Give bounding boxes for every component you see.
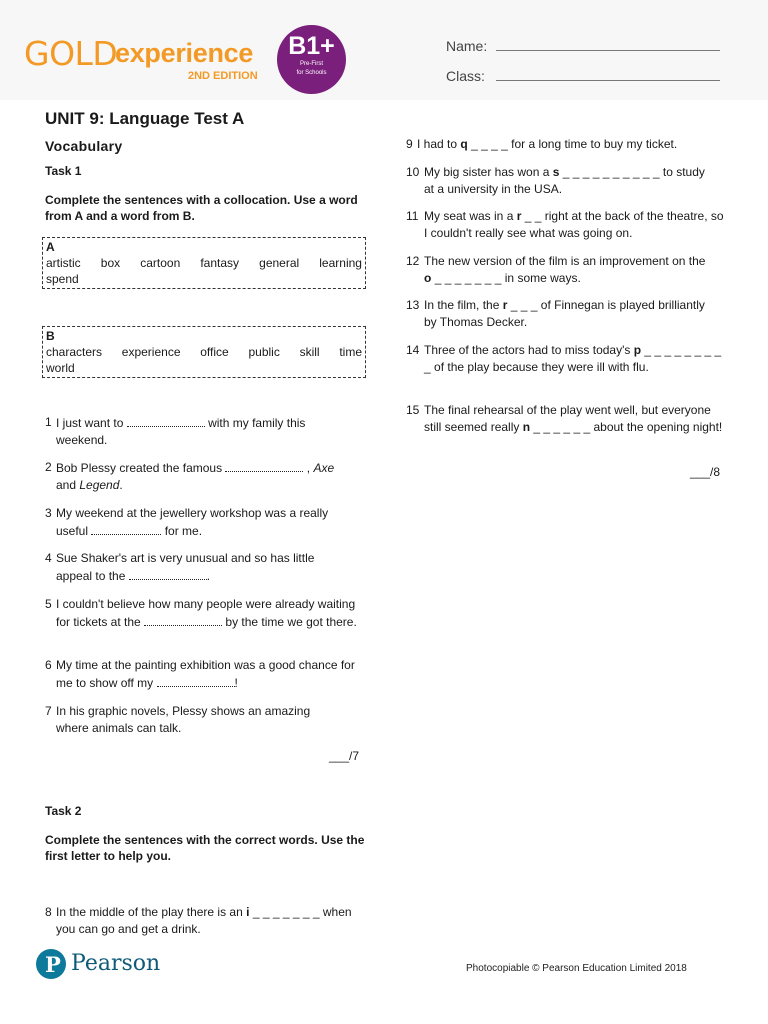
word-box-a bbox=[42, 237, 366, 289]
question-item bbox=[45, 904, 355, 937]
answer-blank[interactable] bbox=[225, 459, 303, 472]
question-text-before: Bob Plessy created the famous bbox=[56, 461, 223, 475]
question-text-after: . bbox=[206, 568, 211, 583]
level-badge bbox=[277, 25, 346, 94]
first-letter-hint: i bbox=[246, 905, 250, 919]
question-number: 6 bbox=[45, 658, 52, 672]
question-text-before: I couldn't believe how many people were already waiting for tickets at the bbox=[56, 597, 356, 629]
class-label: Class: bbox=[446, 68, 485, 84]
question-text bbox=[406, 253, 716, 286]
question-text-before: In the middle of the play there is an bbox=[56, 905, 243, 919]
question-item bbox=[406, 253, 716, 286]
question-text-before: Sue Shaker's art is very unusual and so has little appeal to the bbox=[56, 551, 315, 583]
question-number: 4 bbox=[45, 551, 52, 565]
question-item bbox=[406, 136, 726, 153]
edition-label: 2ND EDITION bbox=[188, 70, 258, 82]
question-item bbox=[45, 703, 345, 736]
question-text bbox=[45, 596, 361, 630]
word-item: office bbox=[200, 345, 229, 359]
word-item: time bbox=[339, 345, 362, 359]
word-item: learning bbox=[319, 256, 362, 270]
word-item: cartoon bbox=[140, 256, 181, 270]
word-list bbox=[46, 344, 362, 360]
answer-blank[interactable]: _ _ _ _ _ _ _ _ _ bbox=[424, 343, 722, 374]
class-field[interactable] bbox=[496, 80, 720, 81]
question-item bbox=[45, 414, 357, 448]
task2-instruction: Complete the sentences with the correct words. Use the first letter to help you. bbox=[45, 833, 365, 863]
question-text-after: when you can go and get a drink. bbox=[56, 905, 352, 936]
task1-score: ___/7 bbox=[329, 749, 360, 763]
answer-blank[interactable]: _ _ _ bbox=[510, 298, 538, 312]
answer-blank[interactable] bbox=[127, 414, 205, 427]
level-sub-label: Pre-First bbox=[300, 61, 323, 67]
question-number: 12 bbox=[406, 254, 420, 268]
question-text-after: for me. bbox=[164, 523, 203, 538]
page-header bbox=[0, 0, 768, 100]
question-text bbox=[45, 657, 365, 691]
first-letter-hint: s bbox=[552, 165, 560, 179]
question-text-before: In his graphic novels, Plessy shows an amazing bbox=[56, 704, 311, 718]
question-text-after: to study at a university in the USA. bbox=[424, 165, 705, 196]
word-item: skill bbox=[299, 345, 320, 359]
task2-score: ___/8 bbox=[690, 465, 721, 479]
first-letter-hint: p bbox=[633, 343, 642, 357]
question-text bbox=[45, 505, 357, 539]
pearson-logo-icon: P bbox=[36, 949, 66, 979]
question-text-before: The final rehearsal of the play went well, but everyone still seemed really bbox=[424, 403, 711, 434]
word-item: fantasy bbox=[200, 256, 240, 270]
question-text bbox=[406, 402, 726, 435]
question-item bbox=[45, 550, 337, 584]
question-item bbox=[406, 342, 726, 375]
question-text-after: of the play because they were ill with flu. bbox=[434, 359, 649, 374]
question-text-after: by the time we got there. bbox=[225, 614, 357, 629]
question-item bbox=[45, 596, 361, 630]
question-text-after: where animals can talk. bbox=[56, 720, 182, 735]
unit-title: UNIT 9: Language Test A bbox=[45, 109, 245, 128]
answer-blank[interactable]: _ _ _ _ _ _ _ bbox=[252, 905, 320, 919]
question-text-before: I just want to bbox=[56, 416, 124, 430]
level-label: B1+ bbox=[288, 32, 335, 60]
question-text bbox=[45, 703, 345, 736]
question-text-before: My big sister has won a bbox=[424, 165, 550, 179]
question-text-before: My weekend at the jewellery workshop was a really useful bbox=[56, 506, 329, 538]
copyright-notice: Photocopiable © Pearson Education Limited 2018 bbox=[466, 963, 687, 974]
question-number: 5 bbox=[45, 597, 52, 611]
word-item: general bbox=[259, 256, 300, 270]
question-text-after: right at the back of the theatre, so I couldn't really see what was going on. bbox=[424, 209, 724, 240]
word-item: box bbox=[100, 256, 121, 270]
word-list bbox=[46, 255, 362, 271]
level-sub-label-2: for Schools bbox=[296, 70, 327, 76]
first-letter-hint: o bbox=[424, 270, 432, 285]
section-title: Vocabulary bbox=[45, 138, 123, 154]
question-number: 10 bbox=[406, 165, 420, 179]
logo-gold-text: GOLD bbox=[24, 34, 118, 73]
publisher-name: Pearson bbox=[71, 951, 161, 976]
question-text-after: , Axe and Legend. bbox=[56, 461, 335, 492]
question-text-after: of Finnegan is played brilliantly by Thomas Decker. bbox=[424, 298, 705, 329]
answer-blank[interactable]: _ _ _ _ _ _ _ bbox=[434, 270, 502, 285]
question-item bbox=[406, 402, 726, 435]
word-box-label: A bbox=[46, 240, 55, 254]
first-letter-hint: q bbox=[460, 137, 468, 151]
word-item: artistic bbox=[46, 256, 81, 270]
question-text-after: in some ways. bbox=[504, 270, 581, 285]
question-number: 8 bbox=[45, 905, 52, 919]
word-item: world bbox=[46, 361, 75, 375]
question-text-before: Three of the actors had to miss today's bbox=[424, 343, 631, 357]
answer-blank[interactable] bbox=[91, 522, 161, 535]
question-text bbox=[45, 904, 355, 937]
question-text-before: The new version of the film is an improvement on the bbox=[424, 254, 706, 268]
question-item bbox=[406, 164, 716, 197]
first-letter-hint: r bbox=[516, 209, 522, 223]
question-number: 11 bbox=[406, 209, 419, 223]
question-item bbox=[406, 208, 726, 241]
answer-blank[interactable]: _ _ _ _ bbox=[471, 137, 508, 151]
name-label: Name: bbox=[446, 38, 488, 54]
question-text-after: about the opening night! bbox=[593, 419, 723, 434]
question-number: 15 bbox=[406, 403, 420, 417]
question-item bbox=[45, 459, 357, 493]
question-number: 9 bbox=[406, 137, 413, 151]
word-item: spend bbox=[46, 272, 79, 286]
answer-blank[interactable] bbox=[157, 674, 235, 687]
question-item bbox=[45, 505, 357, 539]
answer-blank[interactable] bbox=[144, 613, 222, 626]
answer-blank[interactable]: _ _ bbox=[524, 209, 542, 223]
answer-blank[interactable]: _ _ _ _ _ _ bbox=[533, 419, 591, 434]
name-field[interactable] bbox=[496, 50, 720, 51]
question-text-after: ! bbox=[234, 675, 238, 690]
first-letter-hint: n bbox=[522, 419, 531, 434]
word-item: public bbox=[248, 345, 280, 359]
question-text bbox=[45, 550, 337, 584]
question-text bbox=[406, 342, 726, 375]
question-text bbox=[406, 164, 716, 197]
question-number: 13 bbox=[406, 298, 420, 312]
question-text-after: with my family this weekend. bbox=[56, 416, 306, 447]
first-letter-hint: r bbox=[502, 298, 508, 312]
word-item: characters bbox=[46, 345, 103, 359]
question-text bbox=[406, 208, 726, 241]
word-box-label: B bbox=[46, 329, 55, 343]
answer-blank[interactable] bbox=[129, 567, 207, 580]
question-text-after: for a long time to buy my ticket. bbox=[511, 137, 678, 151]
question-number: 3 bbox=[45, 506, 52, 520]
task2-title: Task 2 bbox=[45, 804, 82, 818]
question-text bbox=[406, 136, 726, 153]
question-item bbox=[45, 657, 365, 691]
task1-title: Task 1 bbox=[45, 164, 82, 178]
question-text bbox=[45, 414, 357, 448]
task1-instruction: Complete the sentences with a collocation. Use a word from A and a word from B. bbox=[45, 193, 358, 223]
question-text-before: My time at the painting exhibition was a good chance for me to show off my bbox=[56, 658, 355, 690]
logo-experience-text: experience bbox=[115, 38, 254, 68]
word-item: experience bbox=[121, 345, 181, 359]
question-number: 7 bbox=[45, 704, 52, 718]
word-box-b bbox=[42, 326, 366, 378]
question-number: 1 bbox=[45, 415, 52, 429]
question-text-before: I had to bbox=[417, 137, 458, 151]
question-text-before: In the film, the bbox=[424, 298, 500, 312]
answer-blank[interactable]: _ _ _ _ _ _ _ _ _ _ bbox=[562, 165, 660, 179]
question-number: 2 bbox=[45, 460, 52, 474]
question-text-before: My seat was in a bbox=[424, 209, 514, 223]
question-text bbox=[45, 459, 357, 493]
question-number: 14 bbox=[406, 343, 420, 357]
question-text bbox=[406, 297, 706, 330]
question-item bbox=[406, 297, 706, 330]
